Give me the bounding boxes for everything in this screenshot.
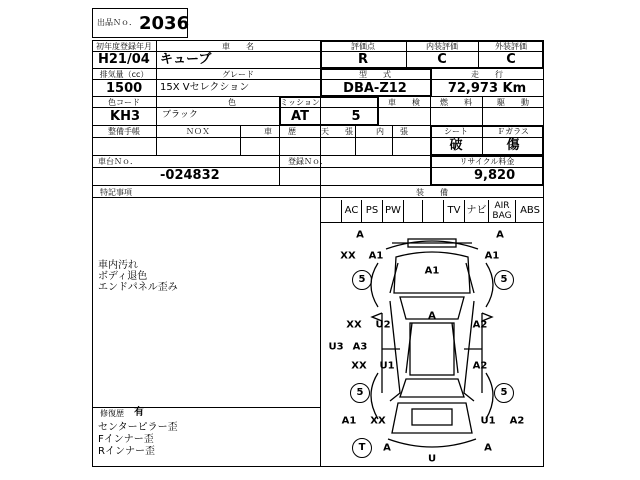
equip-ac: AC — [341, 200, 362, 222]
exterior-value: C — [506, 52, 516, 67]
mark-a-roof: A — [428, 310, 436, 322]
color-code-label: 色コード — [108, 98, 140, 107]
grade-label: グレード — [222, 70, 254, 79]
mission-value: AT — [291, 109, 309, 124]
grid-line — [355, 125, 356, 155]
fuel-label: 燃 料 — [440, 98, 472, 107]
grid-line — [92, 197, 544, 198]
equip-ps: PS — [362, 200, 383, 222]
lot-number-box — [92, 8, 188, 38]
grid-line — [92, 407, 320, 408]
note-line-1: 車内汚れ — [98, 260, 138, 271]
mark-a1-front-left: A1 — [368, 250, 384, 262]
model-value: DBA-Z12 — [343, 81, 407, 96]
grid-line — [482, 96, 483, 125]
repair-line-1: センターピラー歪 — [98, 422, 178, 433]
mileage-value: 72,973 Km — [447, 81, 527, 96]
grid-line — [92, 79, 544, 80]
interior-label: 内装評価 — [426, 42, 458, 51]
mark-a-top-right: A — [496, 229, 504, 241]
mark-a1-hood: A1 — [424, 265, 440, 277]
equip-pw: PW — [383, 200, 404, 222]
grid-line — [156, 40, 157, 97]
mark-xx-left: XX — [346, 319, 362, 331]
note-line-2: ボディ退色 — [98, 271, 148, 282]
color-code-value: KH3 — [110, 109, 140, 124]
lot-number-value: 2036 — [139, 13, 190, 34]
registration-label: 登録Ｎｏ． — [288, 157, 328, 166]
lot-number-label: 出品Ｎｏ． — [97, 18, 137, 27]
mileage-label: 走 行 — [471, 70, 503, 79]
mark-a1-front-right: A1 — [484, 250, 500, 262]
mark-a-top-left: A — [356, 229, 364, 241]
sunroof-label: 天 張 — [321, 127, 353, 136]
repair-line-3: Rインナー歪 — [98, 446, 155, 457]
circle-t: T — [352, 438, 372, 458]
chassis-label: 車台Ｎｏ． — [98, 157, 138, 166]
mission-label: ミッション — [280, 98, 320, 107]
mark-u-bottom: U — [427, 453, 437, 465]
equip-airbag: AIR BAG — [489, 200, 516, 222]
mark-a2-bottom-right: A2 — [509, 415, 525, 427]
grid-line — [240, 125, 241, 155]
mark-a3: A3 — [352, 341, 368, 353]
chassis-value: -024832 — [160, 168, 220, 183]
mark-u3: U3 — [328, 341, 344, 353]
equip-navi: ナビ — [465, 200, 489, 222]
glass-label: Ｆガラス — [497, 127, 529, 136]
exterior-label: 外装評価 — [495, 42, 527, 51]
color-label: 色 — [228, 98, 236, 107]
recycle-label: リサイクル料金 — [459, 157, 515, 166]
grid-line — [156, 125, 157, 155]
mark-a1-bottom-left: A1 — [341, 415, 357, 427]
score-label: 評価点 — [351, 42, 375, 51]
mark-xx-bottom-left: XX — [370, 415, 386, 427]
equip-empty-2 — [423, 200, 444, 222]
inspection-label: 車 検 — [388, 98, 420, 107]
mark-a2-rear-right: A2 — [472, 360, 488, 372]
grade-value: 15X Vセレクション — [160, 82, 250, 93]
displacement-label: 排気量（cc） — [99, 70, 149, 79]
history-label: 車 歴 — [264, 127, 296, 136]
service-book-label: 整備手帳 — [108, 127, 140, 136]
mark-xx-front-left: XX — [340, 250, 356, 262]
name-label: 車 名 — [222, 42, 254, 51]
year-label: 初年度登録年月 — [96, 42, 152, 51]
repair-history-value: 有 — [134, 407, 144, 418]
recycle-value: 9,820 — [474, 168, 516, 183]
seat-value: 破 — [449, 138, 463, 153]
displacement-value: 1500 — [106, 81, 143, 96]
color-value: ブラック — [162, 110, 198, 120]
glass-value: 傷 — [506, 138, 520, 153]
grid-line — [156, 96, 157, 125]
circle-rear-right: 5 — [494, 383, 514, 403]
equipment-header: 装 備 — [416, 188, 448, 197]
mark-a-bottom-left: A — [383, 442, 391, 454]
equip-tv: TV — [444, 200, 465, 222]
notes-header: 特記事項 — [100, 188, 132, 197]
equip-empty-1 — [404, 200, 423, 222]
circle-front-left: 5 — [352, 270, 372, 290]
grid-line — [430, 96, 431, 125]
mark-xx-rear-left: XX — [351, 360, 367, 372]
grid-line — [279, 155, 280, 185]
mark-u1-rear-left: U1 — [379, 360, 395, 372]
mark-u2-left: U2 — [375, 319, 391, 331]
drive-label: 駆 動 — [497, 98, 529, 107]
interior-value: C — [437, 52, 447, 67]
score-value: R — [357, 52, 369, 67]
seats-value: 5 — [351, 109, 361, 124]
equip-abs: ABS — [520, 205, 540, 216]
car-name: キューブ — [160, 52, 212, 67]
circle-front-right: 5 — [494, 270, 514, 290]
repair-line-2: Fインナー歪 — [98, 434, 154, 445]
note-line-3: エンドパネル歪み — [98, 282, 178, 293]
model-label: 型 式 — [359, 70, 391, 79]
mark-u1-bottom-right: U1 — [480, 415, 496, 427]
mark-a-bottom-right: A — [484, 442, 492, 454]
nox-label: ＮＯＸ — [186, 127, 210, 136]
seat-label: シート — [444, 127, 468, 136]
circle-rear-left: 5 — [350, 383, 370, 403]
mark-a2-right-mid: A2 — [472, 319, 488, 331]
first-registration: H21/04 — [98, 52, 150, 67]
repair-history-label: 修復歴 — [100, 409, 124, 418]
inner-lining-label: 内 張 — [376, 127, 408, 136]
